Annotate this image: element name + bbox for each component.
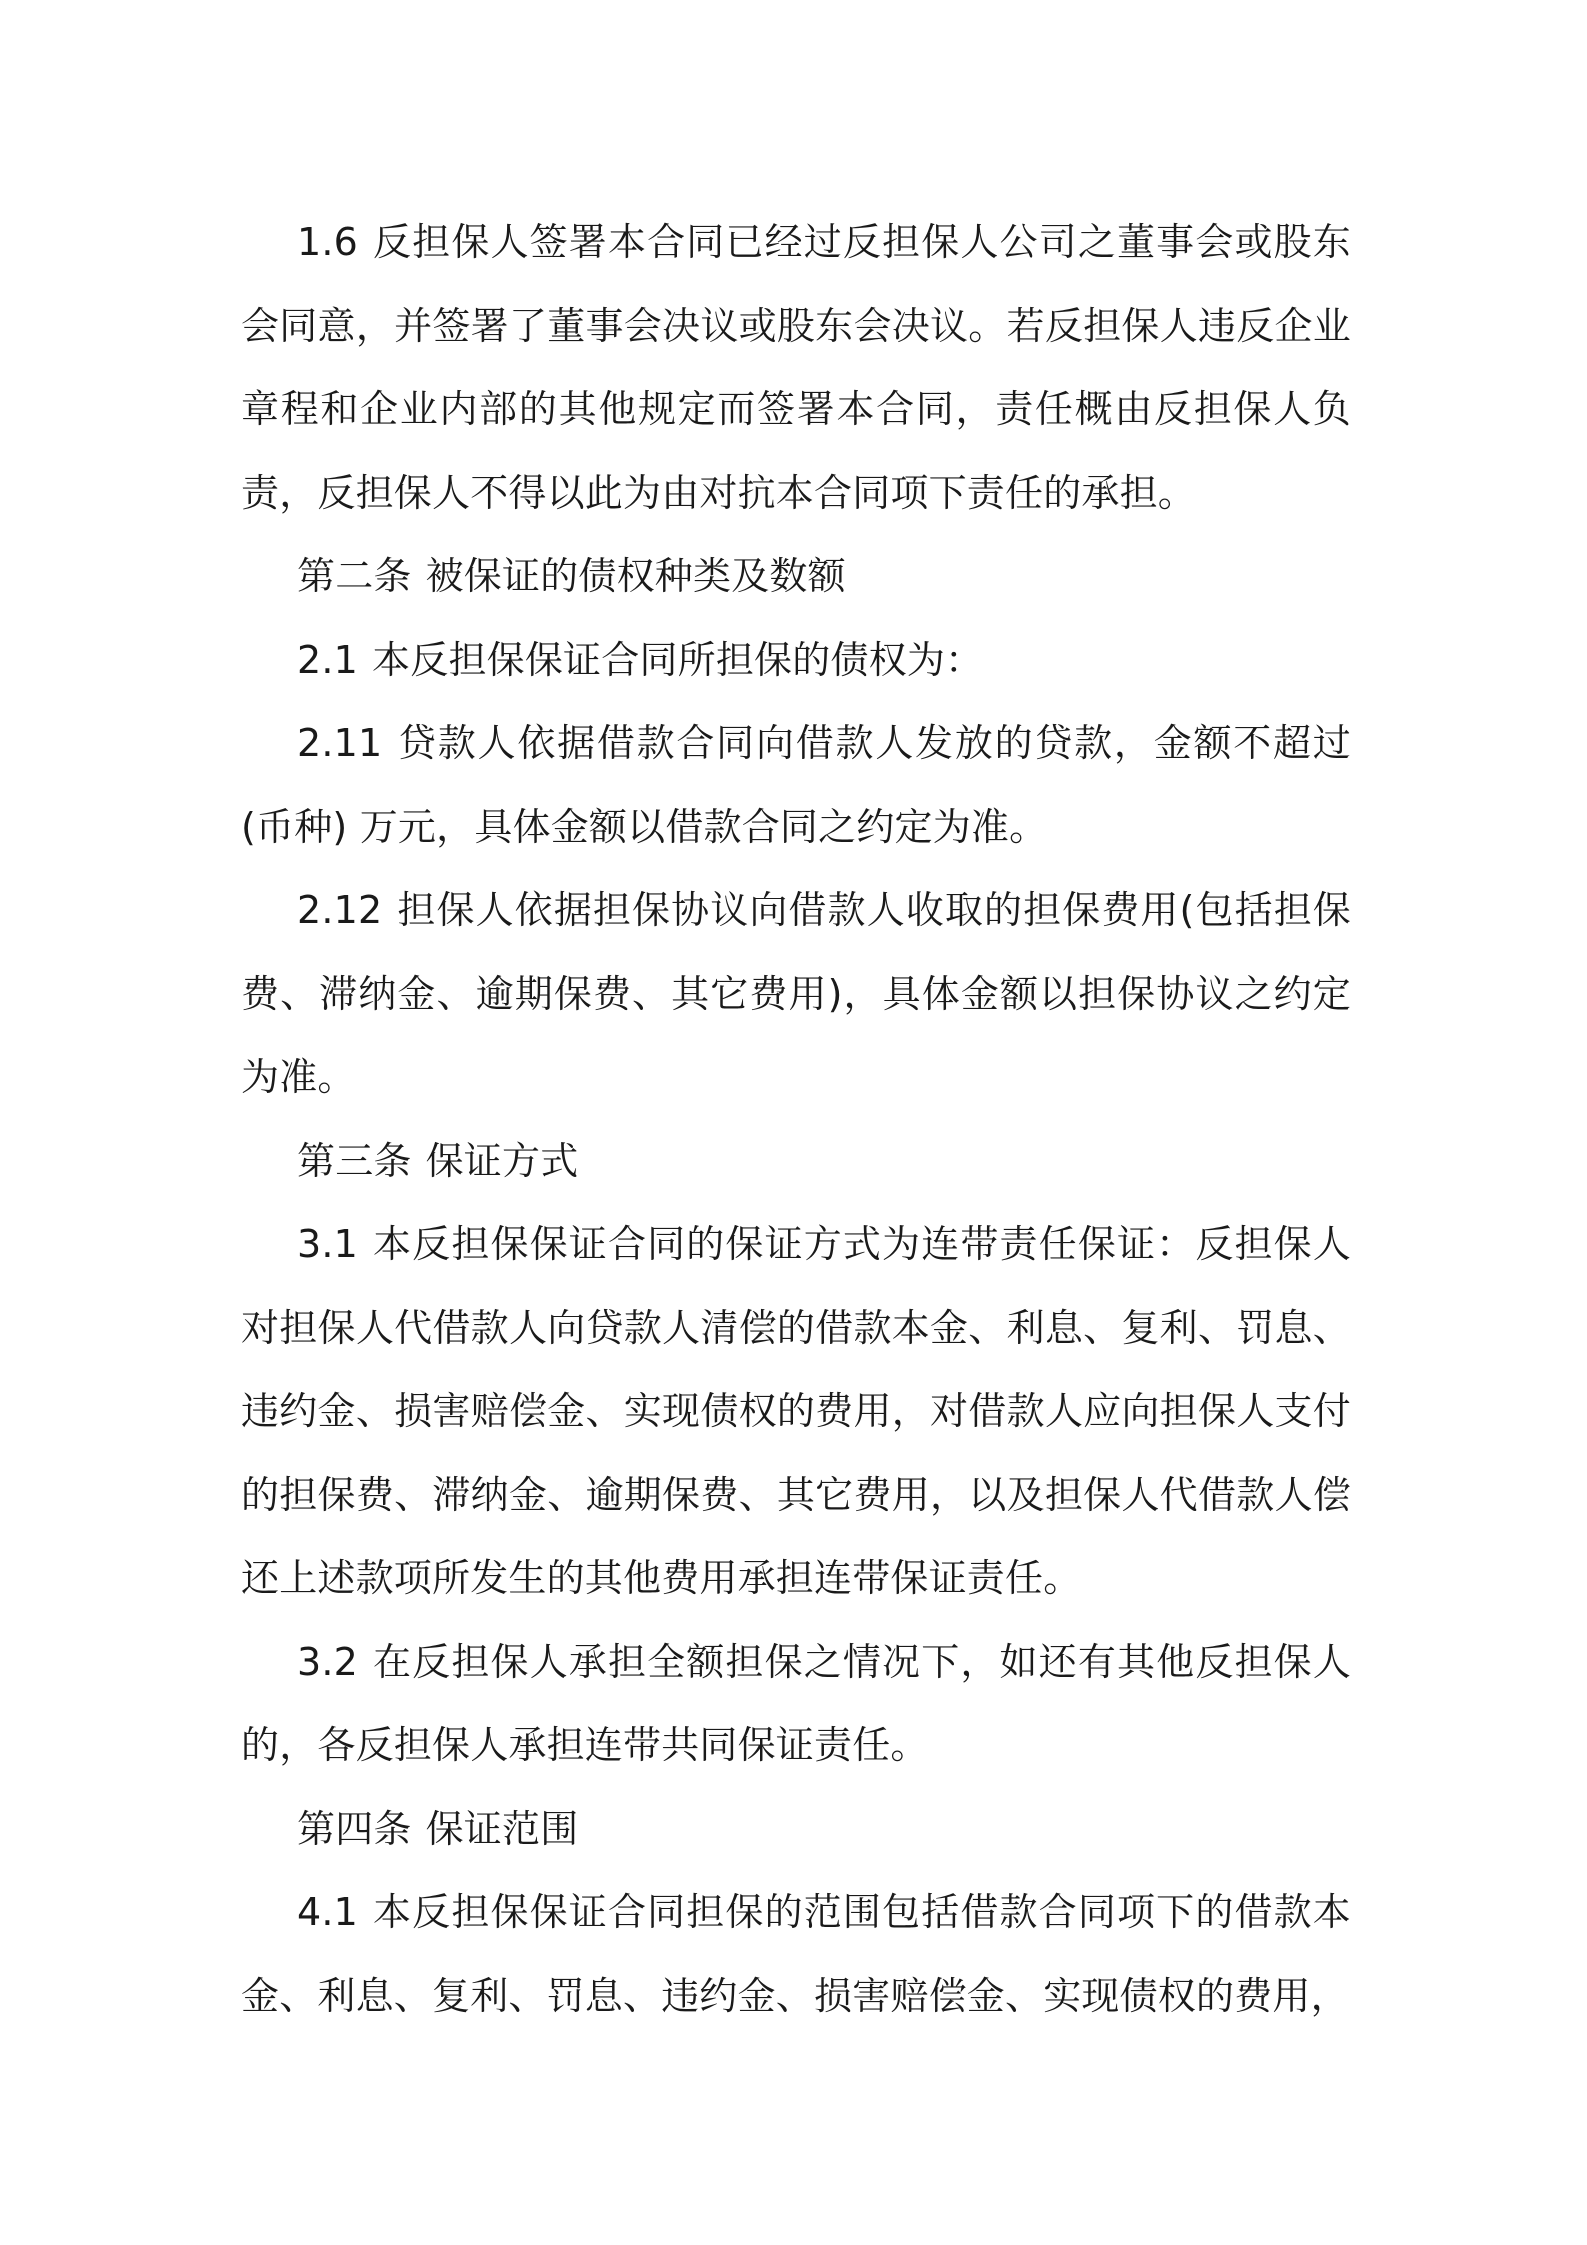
- article-number: 第四条: [297, 1806, 412, 1851]
- article-number: 第三条: [297, 1138, 412, 1183]
- clause-number: 2.12: [297, 888, 383, 932]
- article-3-heading: [241, 1120, 1351, 1204]
- article-number: 第二条: [297, 554, 412, 598]
- clause-text: 本反担保保证合同的保证方式为连带责任保证：反担保人对担保人代借款人向贷款人清偿的借款本金、利息、复利、罚息、违约金、损害赔偿金、实现债权的费用，对借款人应向担保人支付的担保费、滞纳金、逾期保费、其它费用，以及担保人代借款人偿还上述款项所发生的其他费用承担连带保证责任。: [241, 1222, 1351, 1600]
- article-4-heading: [241, 1788, 1351, 1872]
- clause-number: 3.1: [297, 1222, 359, 1266]
- clause-3-1: [241, 1203, 1351, 1621]
- clause-2-1: [241, 619, 1351, 703]
- clause-number: 3.2: [297, 1639, 359, 1684]
- clause-text: 反担保人签署本合同已经过反担保人公司之董事会或股东会同意，并签署了董事会决议或股东会决议。若反担保人违反企业章程和企业内部的其他规定而签署本合同，责任概由反担保人负责，反担保人不得以此为由对抗本合同项下责任的承担。: [241, 220, 1351, 515]
- article-title: 被保证的债权种类及数额: [425, 554, 846, 598]
- article-title: 保证范围: [425, 1806, 579, 1851]
- clause-4-1: [241, 1871, 1351, 2038]
- clause-2-11: [241, 702, 1351, 869]
- clause-number: 2.11: [297, 721, 383, 765]
- clause-text: 本反担保保证合同所担保的债权为：: [372, 637, 984, 682]
- clause-number: 2.1: [297, 637, 359, 682]
- clause-number: 4.1: [297, 1890, 359, 1934]
- article-2-heading: [241, 535, 1351, 619]
- clause-2-12: [241, 869, 1351, 1120]
- clause-number: 1.6: [297, 220, 359, 264]
- document-body: [241, 201, 1351, 2038]
- clause-3-2: [241, 1621, 1351, 1788]
- clause-1-6: [241, 201, 1351, 535]
- clause-text: 贷款人依据借款合同向借款人发放的贷款，金额不超过(币种) 万元，具体金额以借款合同之约定为准。: [241, 721, 1351, 849]
- article-title: 保证方式: [425, 1138, 579, 1183]
- clause-text: 本反担保保证合同担保的范围包括借款合同项下的借款本金、利息、复利、罚息、违约金、损害赔偿金、实现债权的费用，: [241, 1890, 1351, 2018]
- clause-text: 担保人依据担保协议向借款人收取的担保费用(包括担保费、滞纳金、逾期保费、其它费用)，具体金额以担保协议之约定为准。: [241, 888, 1351, 1099]
- clause-text: 在反担保人承担全额担保之情况下，如还有其他反担保人的，各反担保人承担连带共同保证责任。: [241, 1639, 1351, 1767]
